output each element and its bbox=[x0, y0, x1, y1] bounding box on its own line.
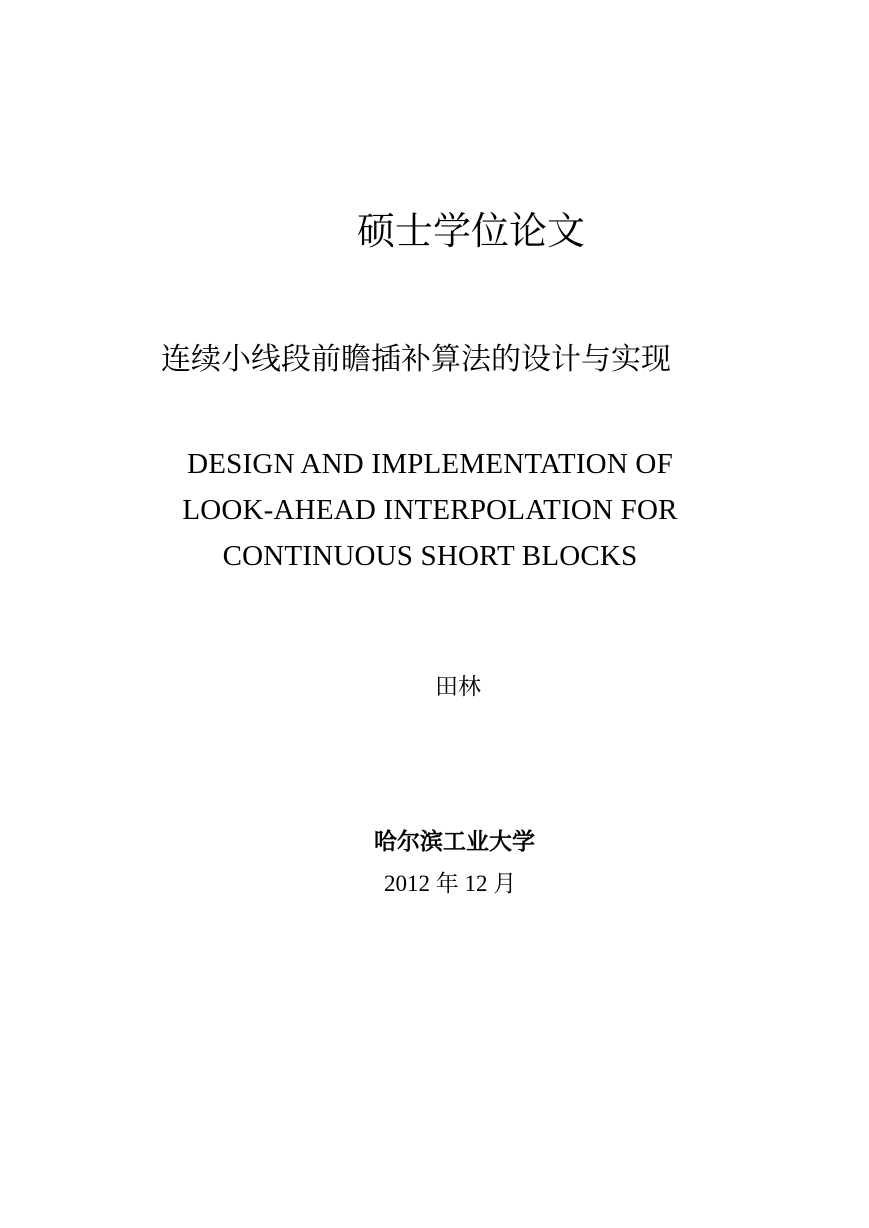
university-name: 哈尔滨工业大学 bbox=[374, 828, 535, 855]
author-name: 田林 bbox=[435, 674, 481, 700]
thesis-title-chinese: 连续小线段前瞻插补算法的设计与实现 bbox=[161, 342, 671, 377]
submission-date: 2012 年 12 月 bbox=[384, 871, 517, 896]
thesis-title-english-line-1: DESIGN AND IMPLEMENTATION OF bbox=[187, 448, 673, 480]
thesis-title-english-line-2: LOOK-AHEAD INTERPOLATION FOR bbox=[182, 494, 678, 526]
thesis-title-english bbox=[130, 441, 730, 579]
thesis-title-english-line-3: CONTINUOUS SHORT BLOCKS bbox=[222, 540, 638, 572]
degree-title: 硕士学位论文 bbox=[357, 209, 586, 253]
